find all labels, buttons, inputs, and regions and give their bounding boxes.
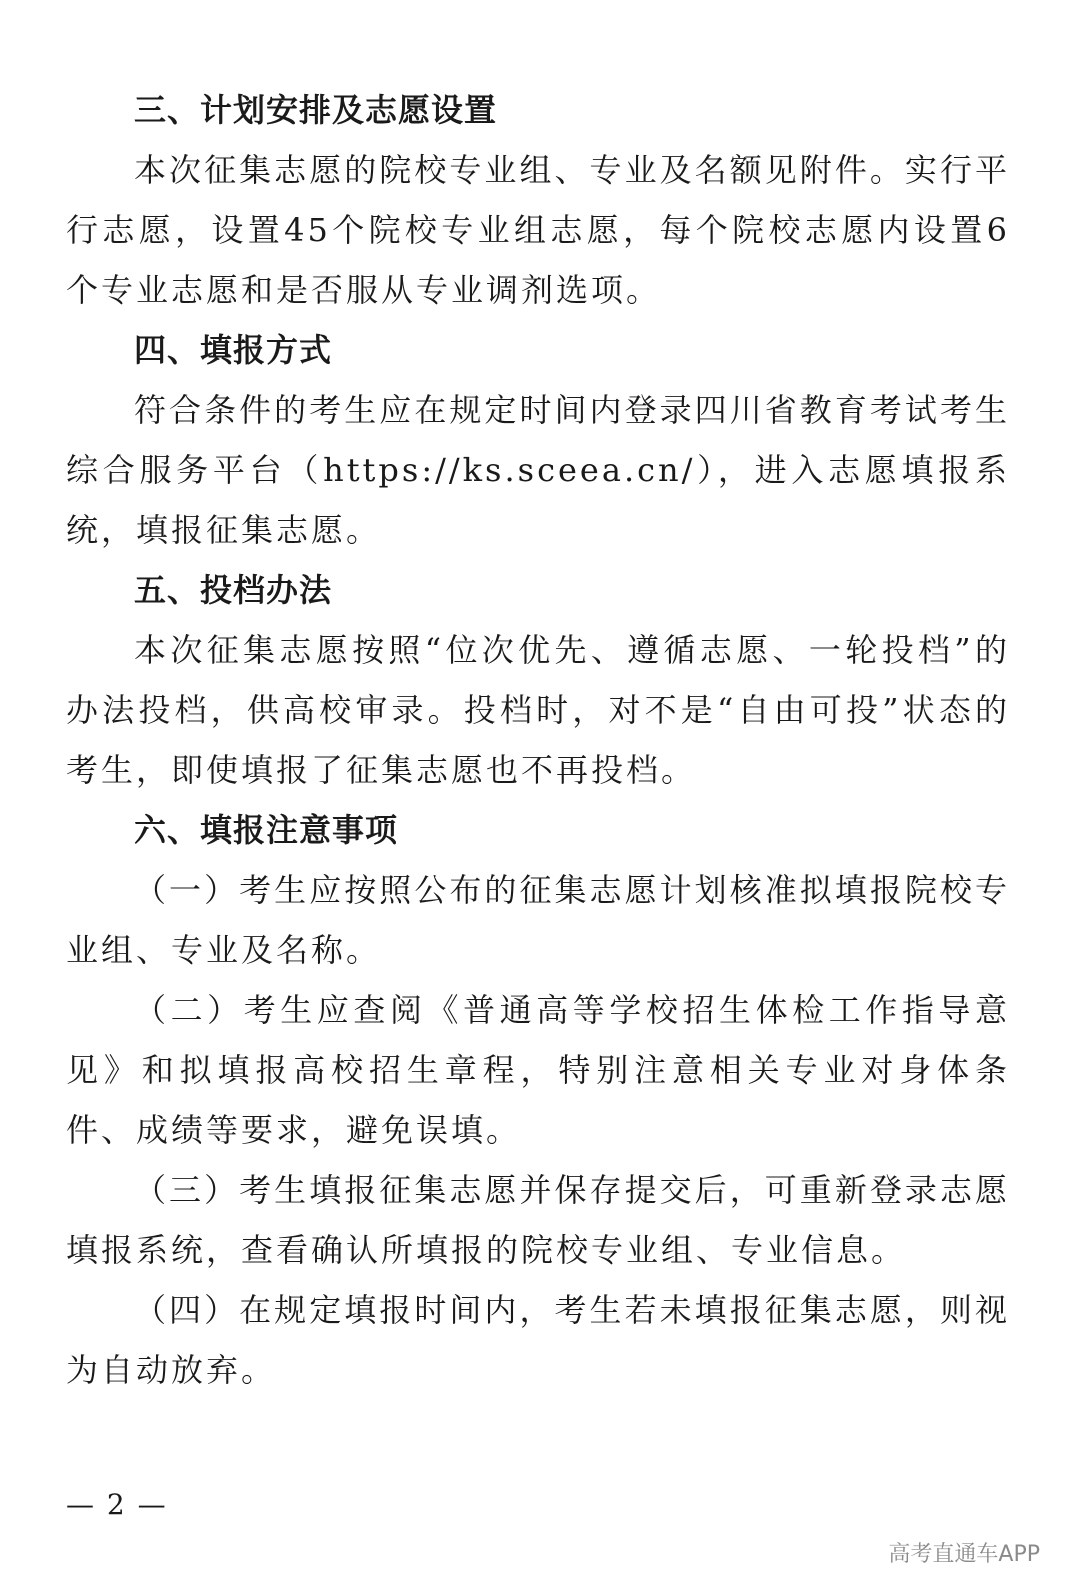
page-number: — 2 — xyxy=(66,1488,168,1521)
watermark: 高考直通车APP xyxy=(888,1542,1040,1567)
paragraph-note-4: （四）在规定填报时间内，考生若未填报征集志愿，则视为自动放弃。 xyxy=(66,1291,1010,1389)
section-heading-notes: 六、填报注意事项 xyxy=(134,811,399,849)
paragraph-admission: 本次征集志愿按照“位次优先、遵循志愿、一轮投档”的办法投档，供高校审录。投档时，对不是“自由可投”状态的考生，即使填报了征集志愿也不再投档。 xyxy=(66,631,1010,789)
paragraph-plan: 本次征集志愿的院校专业组、专业及名额见附件。实行平行志愿，设置45个院校专业组志愿，每个院校志愿内设置6个专业志愿和是否服从专业调剂选项。 xyxy=(66,151,1010,309)
document-body xyxy=(66,80,1010,1400)
paragraph-note-2: （二）考生应查阅《普通高等学校招生体检工作指导意见》和拟填报高校招生章程，特别注意相关专业对身体条件、成绩等要求，避免误填。 xyxy=(66,991,1010,1149)
section-heading-plan: 三、计划安排及志愿设置 xyxy=(134,91,498,129)
paragraph-note-3: （三）考生填报征集志愿并保存提交后，可重新登录志愿填报系统，查看确认所填报的院校专业组、专业信息。 xyxy=(66,1171,1010,1269)
section-heading-admission: 五、投档办法 xyxy=(134,571,333,609)
paragraph-method: 符合条件的考生应在规定时间内登录四川省教育考试考生综合服务平台（https://ks.sceea.cn/），进入志愿填报系统，填报征集志愿。 xyxy=(66,391,1010,549)
section-heading-method: 四、填报方式 xyxy=(134,331,333,369)
paragraph-note-1: （一）考生应按照公布的征集志愿计划核准拟填报院校专业组、专业及名称。 xyxy=(66,871,1010,969)
